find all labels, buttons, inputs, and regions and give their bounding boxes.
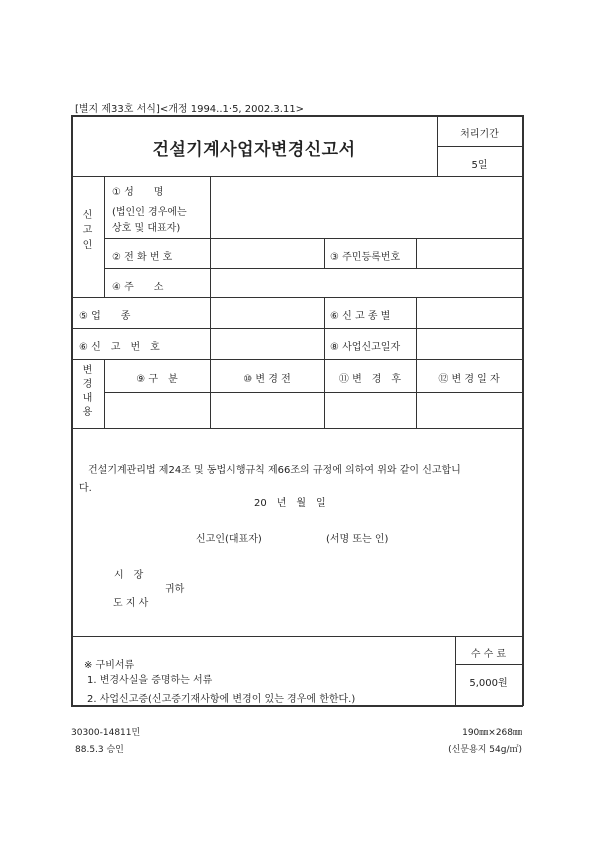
resident-no-field[interactable] <box>417 239 522 268</box>
reporter-section-label: 신고인 <box>82 210 93 251</box>
header-note: [별지 제33호 서식]<개정 1994..1·5, 2002.3.11> <box>75 104 305 115</box>
attachment-item-2: 2. 사업신고증(신고증기재사항에 변경이 있는 경우에 한한다.) <box>87 694 356 705</box>
declaration-date: 20 년 월 일 <box>254 498 326 509</box>
report-type-label: ⑥ 신 고 종 별 <box>330 311 391 322</box>
col-before: ⑩ 변 경 전 <box>243 374 291 385</box>
name-note-1: (법인인 경우에는 <box>112 207 187 218</box>
phone-field[interactable] <box>211 239 324 268</box>
recipient-governor: 도 지 사 <box>113 598 149 609</box>
name-note-2: 상호 및 대표자) <box>112 223 181 234</box>
change-row-field[interactable] <box>105 393 522 428</box>
processing-label: 처리기간 <box>460 129 499 140</box>
fee-value: 5,000원 <box>469 678 508 689</box>
approval-note: 88.5.3 승인 <box>75 745 124 755</box>
report-date-label: ⑧ 사업신고일자 <box>330 342 401 353</box>
report-no-label: ⑥ 신 고 번 호 <box>79 342 160 353</box>
attachment-item-1: 1. 변경사실을 증명하는 서류 <box>87 675 213 686</box>
declaration-text-1: 건설기계관리법 제24조 및 동법시행규칙 제66조의 규정에 의하여 위와 같이 신고합니 <box>88 465 461 476</box>
form-number: 30300-14811민 <box>71 728 141 738</box>
name-field[interactable] <box>211 177 522 238</box>
recipient-mayor: 시 장 <box>114 570 144 581</box>
sign-note: (서명 또는 인) <box>326 534 389 545</box>
col-date: ⑫ 변 경 일 자 <box>438 374 500 385</box>
honorific: 귀하 <box>165 584 185 595</box>
fee-label: 수 수 료 <box>470 649 507 660</box>
processing-value: 5일 <box>471 160 488 171</box>
report-no-field[interactable] <box>211 329 324 359</box>
declaration-text-2: 다. <box>79 483 92 494</box>
col-category: ⑨ 구 분 <box>136 374 178 385</box>
resident-no-label: ③ 주민등록번호 <box>330 252 401 263</box>
report-type-field[interactable] <box>417 298 522 328</box>
name-label <box>112 183 204 198</box>
report-date-field[interactable] <box>417 329 522 359</box>
paper-weight: (신문용지 54g/㎡) <box>448 745 522 755</box>
paper-size: 190㎜×268㎜ <box>462 728 522 738</box>
address-label: ④ 주 소 <box>112 282 164 293</box>
col-after: ⑪ 변 경 후 <box>338 374 402 385</box>
business-type-label: ⑤ 업 종 <box>79 311 131 322</box>
name-label-text: ① 성 명 <box>112 187 164 198</box>
business-type-field[interactable] <box>211 298 324 328</box>
form-title: 건설기계사업자변경신고서 <box>152 140 356 160</box>
changes-section-label: 변경내용 <box>82 365 93 418</box>
address-field[interactable] <box>211 269 522 297</box>
signer-label: 신고인(대표자) <box>196 534 262 545</box>
phone-label: ② 전 화 번 호 <box>112 252 173 263</box>
attachments-heading: ※ 구비서류 <box>84 660 135 671</box>
